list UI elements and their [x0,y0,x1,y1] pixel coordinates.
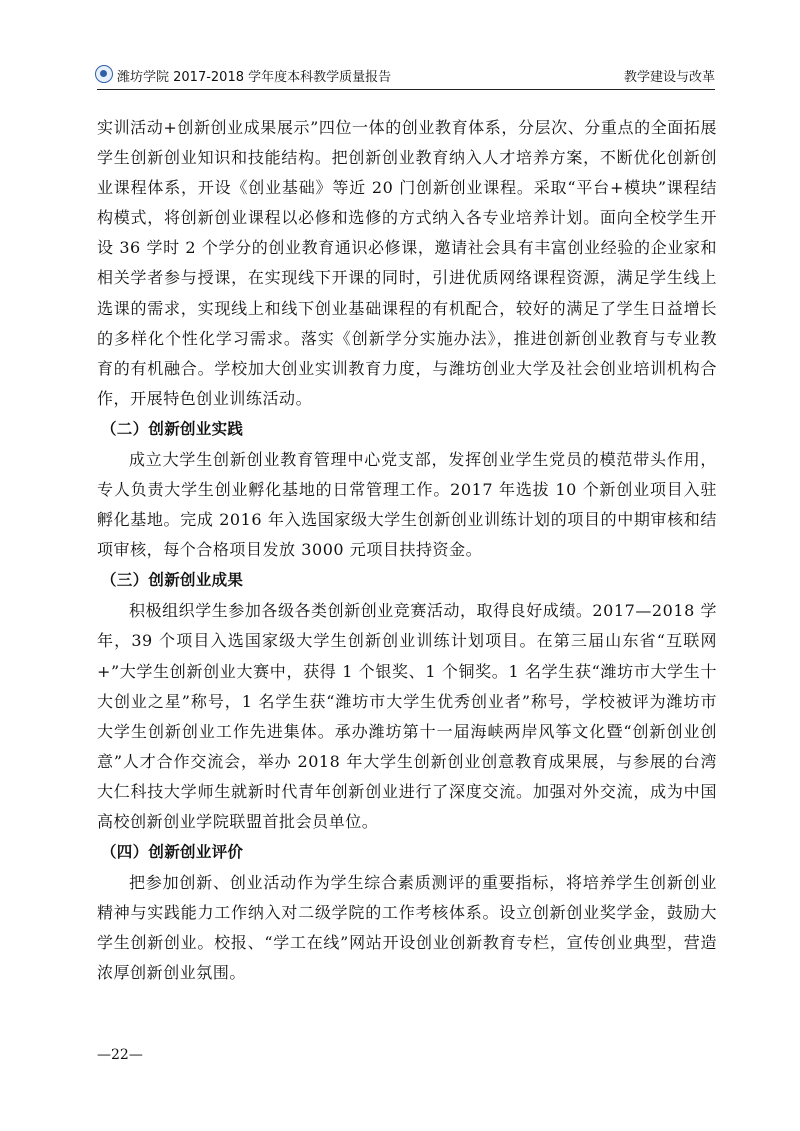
report-title: 潍坊学院 2017-2018 学年度本科教学质量报告 [117,70,392,85]
page-number: —22— [97,1047,143,1063]
practice-paragraph: 成立大学生创新创业教育管理中心党支部，发挥创业学生党员的模范带头作用，专人负责大学生创业孵化基地的日常管理工作。2017 年选拔 10 个新创业项目入驻孵化基地。完成 2016 年入选国家级大学生创新创业训练计划的项目的中期审核和结项审核，每个合格项目发放 3000 元项目扶持资金。 [97,449,717,560]
intro-paragraph: 实训活动+创新创业成果展示”四位一体的创业教育体系，分层次、分重点的全面拓展学生创新创业知识和技能结构。把创新创业教育纳入人才培养方案，不断优化创新创业课程体系，开设《创业基础》等近 20 门创新创业课程。采取“平台+模块”课程结构模式，将创新创业课程以必修和选修的方式纳入各专业培养计划。面向全校学生开设 36 学时 2 个学分的创业教育通识必修课，邀请社会具有丰富创业经验的企业家和相关学者参与授课，在实现线下开课的同时，引进优质网络课程资源，满足学生线上选课的需求，实现线上和线下创业基础课程的有机配合，较好的满足了学生日益增长的多样化个性化学习需求。落实《创新学分实施办法》，推进创新创业教育与专业教育的有机融合。学校加大创业实训教育力度，与潍坊创业大学及社会创业培训机构合作，开展特色创业训练活动。 [97,118,717,408]
page-header [97,63,715,90]
evaluation-paragraph: 把参加创新、创业活动作为学生综合素质测评的重要指标，将培养学生创新创业精神与实践能力工作纳入对二级学院的工作考核体系。设立创新创业奖学金，鼓励大学生创新创业。校报、“学工在线”网站开设创业创新教育专栏，宣传创业典型，营造浓厚创新创业氛围。 [97,873,717,983]
results-paragraph: 积极组织学生参加各级各类创新创业竞赛活动，取得良好成绩。2017—2018 学年，39 个项目入选国家级大学生创新创业训练计划项目。在第三届山东省“互联网+”大学生创新创业大赛中，获得 1 个银奖、1 个铜奖。1 名学生获“潍坊市大学生十大创业之星”称号，1 名学生获“潍坊市大学生优秀创业者”称号，学校被评为潍坊市大学生创新创业工作先进集体。承办潍坊第十一届海峡两岸风筝文化暨“创新创业创意”人才合作交流会，举办 2018 年大学生创新创业创意教育成果展，与参展的台湾大仁科技大学师生就新时代青年创新创业进行了深度交流。加强对外交流，成为中国高校创新创业学院联盟首批会员单位。 [97,601,717,831]
section-heading-results: （三）创新创业成果 [101,571,244,590]
university-seal-icon [95,65,113,83]
section-heading-evaluation: （四）创新创业评价 [101,843,244,862]
section-heading-practice: （二）创新创业实践 [101,419,244,438]
chapter-title: 教学建设与改革 [623,70,715,85]
page-body [97,113,717,988]
